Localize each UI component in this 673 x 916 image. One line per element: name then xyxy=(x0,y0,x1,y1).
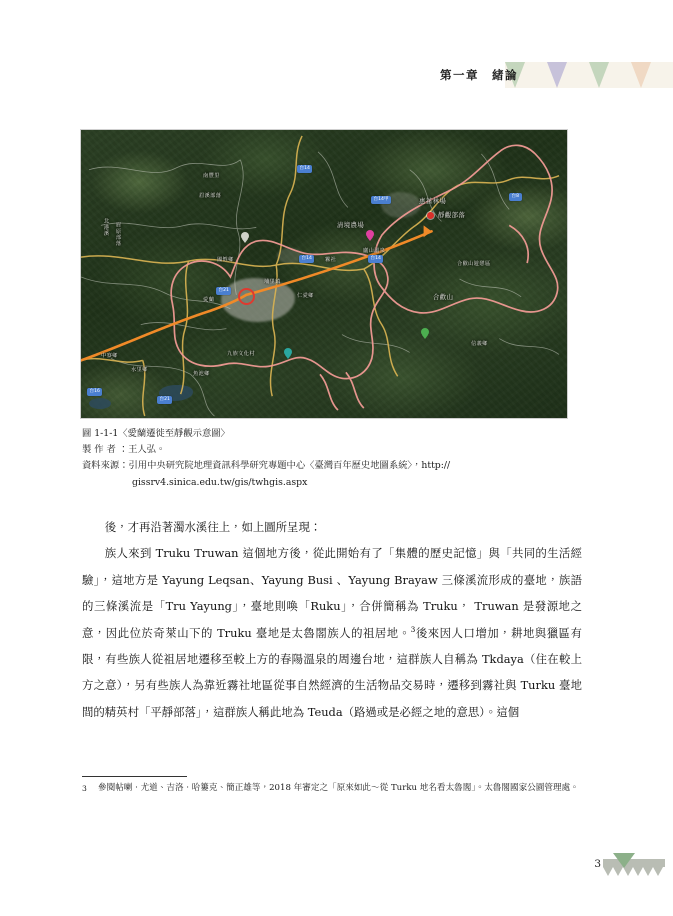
map-road-shield: 台21 xyxy=(216,287,231,295)
chevron-icon xyxy=(568,62,589,88)
paragraph-2-part-b: 後來因人口增加，耕地與獵區有限，有些族人從祖居地遷移至較上方的春陽溫泉的周邊台地，這群族人自稱為 Tkdaya（住在較上方之意），另有些族人為靠近霧社地區從事自然經濟的生活物品交易時，遷移到霧社與 Turku 臺地間的精英村「平靜部落」，這群族人稱此地為 Teuda（路過或是必經之地的意思）。這個 xyxy=(82,625,582,719)
footnote-reference: 3 xyxy=(410,624,416,634)
map-road-shield: 台14 xyxy=(368,255,383,263)
map-road-shield: 台8 xyxy=(509,193,522,201)
map-label: 魚池鄉 xyxy=(193,371,210,377)
paragraph-1: 後，才再沿著濁水溪往上，如上圖所呈現： xyxy=(104,520,322,534)
map-label: 水里鄉 xyxy=(131,367,148,373)
caption-source-label: 資料來源： xyxy=(82,460,129,472)
page-footer xyxy=(0,852,673,880)
map-road-shield: 台14 xyxy=(297,165,312,173)
figure-caption xyxy=(82,426,582,491)
map-admin-boundary xyxy=(171,145,558,410)
caption-source-url: gissrv4.sinica.edu.tw/gis/twhgis.aspx xyxy=(132,476,308,488)
caption-title: 圖 1-1-1〈愛蘭遷徙至靜觀示意圖〉 xyxy=(82,428,230,439)
map-label: 眉溪部落 xyxy=(199,193,222,199)
map-road-shield: 台14 xyxy=(299,255,314,263)
chevron-icon xyxy=(652,62,673,88)
map-label: 合歡山 xyxy=(433,293,454,301)
map-label: 北港溪 xyxy=(103,218,109,237)
map-road-shield: 台21 xyxy=(157,396,172,404)
map-poi-pin xyxy=(421,328,429,339)
caption-source-line xyxy=(82,458,582,474)
chevron-icon xyxy=(631,62,652,88)
map-label: 仁愛鄉 xyxy=(297,293,314,299)
map-poi-pin xyxy=(241,232,249,243)
footer-decoration xyxy=(603,859,665,877)
map-label: 信義鄉 xyxy=(471,341,488,347)
map-vector-overlay xyxy=(81,130,567,418)
map-destination-marker xyxy=(427,212,434,219)
map-road-shield: 台14甲 xyxy=(371,196,391,204)
paragraph-2 xyxy=(82,540,582,725)
map-label: 合歡山遊憩區 xyxy=(457,261,491,267)
footer-zigzag xyxy=(603,867,665,876)
map-label: 九族文化村 xyxy=(227,351,255,357)
chevron-icon xyxy=(547,62,568,88)
map-label: 霧社 xyxy=(325,257,337,263)
map-origin-marker xyxy=(238,288,255,305)
header-chevron-band xyxy=(505,62,673,88)
chapter-title: 第一章 緒論 xyxy=(440,68,518,82)
running-header xyxy=(0,62,673,88)
map-poi-pin xyxy=(366,230,374,241)
chevron-pattern xyxy=(505,62,673,88)
map-label: 愛蘭 xyxy=(203,297,215,303)
caption-source-value: 引用中央研究院地理資訊科學研究專題中心〈臺灣百年歷史地圖系統〉，http:// xyxy=(128,460,451,472)
caption-author-line xyxy=(82,442,582,458)
map-label: 眉原部落 xyxy=(115,222,121,247)
map-migration-route xyxy=(81,225,432,360)
map-major-roads xyxy=(81,136,559,416)
map-label: 清境農場 xyxy=(337,221,365,229)
footnote-block xyxy=(82,781,584,796)
body-text xyxy=(82,514,582,725)
caption-author-value: 王人弘。 xyxy=(128,444,166,456)
map-label: 惠蓀林場 xyxy=(419,197,447,205)
map-label: 中寮鄉 xyxy=(101,353,118,359)
map-label: 埔里鎮 xyxy=(264,279,281,285)
footer-triangle-icon xyxy=(613,853,635,868)
figure-map xyxy=(80,129,568,419)
chevron-icon xyxy=(589,62,610,88)
footnote-text: 參閱帖喇 · 尤道、吉洛 · 哈簍克、簡正雄等，2018 年審定之「原來如此～從 Turku 地名看太魯閣」。太魯閣國家公園管理處。 xyxy=(98,783,579,793)
footnote-number: 3 xyxy=(82,784,87,793)
chevron-icon xyxy=(526,62,547,88)
page-number: 3 xyxy=(594,858,601,870)
map-label: 廬山溫泉 xyxy=(363,248,386,254)
map-label: 南豐里 xyxy=(203,173,220,179)
footnote-separator xyxy=(82,776,187,777)
map-minor-roads xyxy=(81,152,559,416)
map-label: 靜觀部落 xyxy=(438,211,466,219)
map-road-shield: 台16 xyxy=(87,388,102,396)
map-label: 國姓鄉 xyxy=(217,257,234,263)
paragraph-2-part-a: 族人來到 Truku Truwan 這個地方後，從此開始有了「集體的歷史記憶」與「共同的生活經驗」，這地方是 Yayung Leqsan、Yayung Busi 、Yayung Brayaw 三條溪流形成的臺地，族語的三條溪流是「Tru Yayung」，臺地則喚「Ruku」，合併簡稱為 Truku， Truwan 是發源地之意，因此位於奇萊山下的 Truku 臺地是太魯閣族人的祖居地。 xyxy=(82,546,582,640)
chevron-icon xyxy=(610,62,631,88)
map-poi-pin xyxy=(284,348,292,359)
caption-author-label: 製 作 者 ： xyxy=(82,444,129,456)
